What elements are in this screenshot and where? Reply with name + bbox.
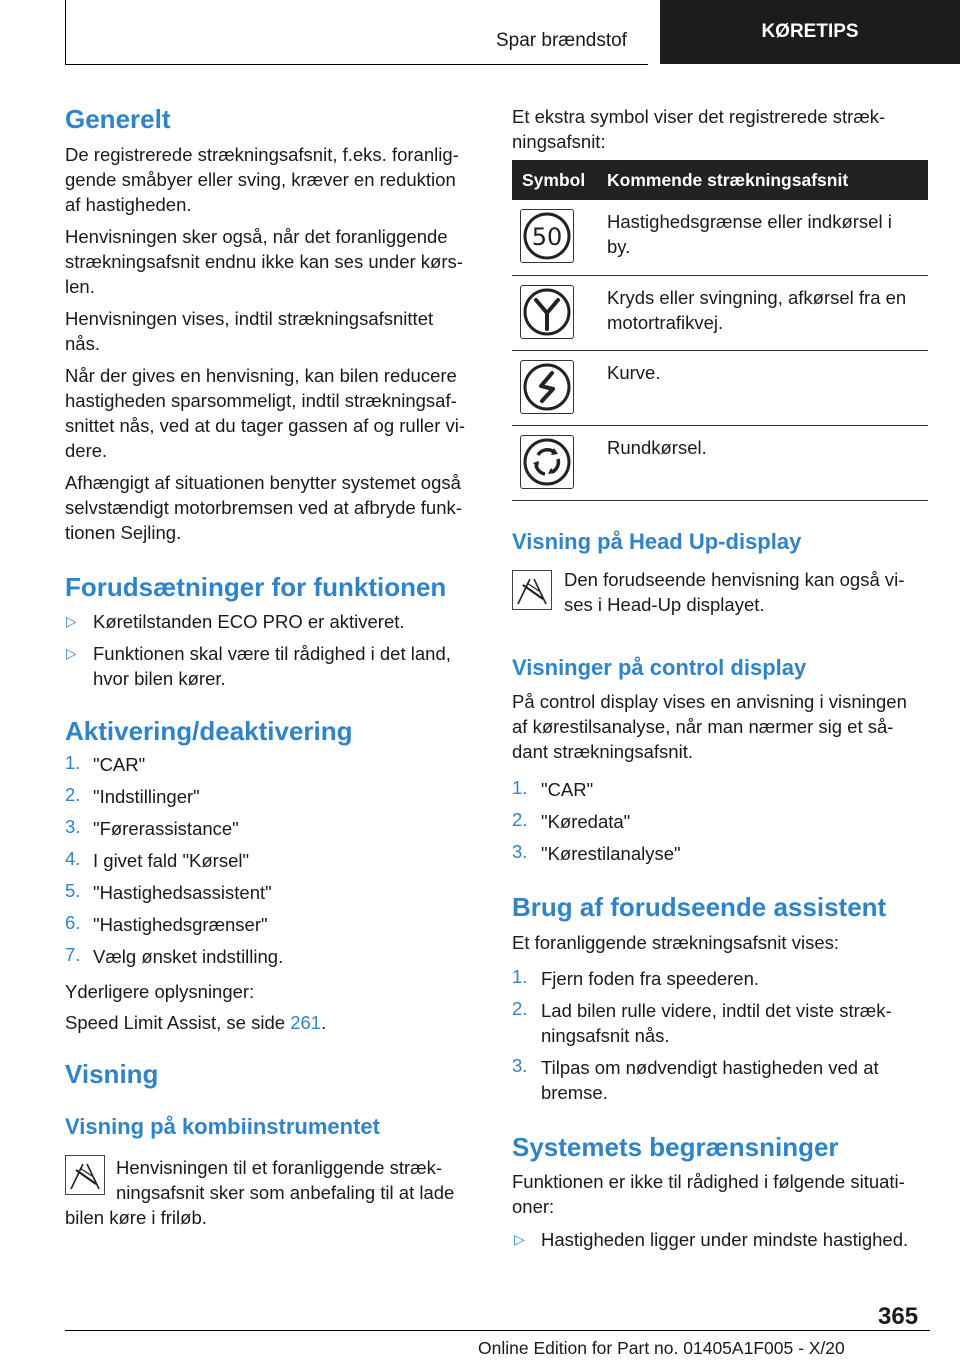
generelt-line: af hastigheden. (65, 194, 192, 215)
speed-limit-50-icon (520, 209, 574, 263)
step-number: 6. (65, 912, 81, 933)
hud-road-icon (65, 1155, 105, 1195)
generelt-line: Henvisningen vises, indtil strækningsafsnittet (65, 308, 434, 329)
speed-limit-period: . (321, 1012, 327, 1033)
step-text: "CAR" (93, 754, 146, 775)
step-number: 2. (65, 784, 81, 805)
sys-line: oner: (512, 1196, 555, 1217)
sys-line: Funktionen er ikke til rådighed i følgende situati- (512, 1171, 905, 1192)
step-text: Fjern foden fra speederen. (541, 968, 760, 989)
hud-line: Den forudseende henvisning kan også vi- (564, 569, 905, 590)
step-number: 1. (65, 752, 81, 773)
curve-icon (520, 360, 574, 414)
step-text: I givet fald "Kørsel" (93, 850, 250, 871)
hud-road-icon (512, 570, 552, 610)
step-number: 1. (512, 777, 528, 798)
table-row-2-text (607, 285, 917, 335)
forudsaetning-item: Køretilstanden ECO PRO er aktiveret. (93, 611, 405, 632)
step-number: 7. (65, 944, 81, 965)
footer-edition: Online Edition for Part no. 01405A1F005 - X/20 (478, 1338, 845, 1358)
cd-line: af kørestilsanalyse, når man nærmer sig et så- (512, 716, 894, 737)
page-number: 365 (878, 1303, 919, 1330)
step-text: Lad bilen rulle videre, indtil det viste stræk- (541, 1000, 892, 1021)
table-row-3-text (607, 360, 917, 385)
generelt-line: Henvisningen sker også, når det foranliggende (65, 226, 448, 247)
kombi-line: Henvisningen til et foranliggende stræk- (116, 1157, 442, 1178)
table-row-1-text (607, 209, 917, 259)
table-row-divider (512, 425, 928, 426)
speed-limit-text: Speed Limit Assist, se side (65, 1012, 291, 1033)
heading-begraensninger: Systemets begrænsninger (512, 1132, 839, 1162)
step-text: Vælg ønsket indstilling. (93, 946, 284, 967)
hud-line: ses i Head-Up displayet. (564, 594, 765, 615)
brug-intro: Et foranliggende strækningsafsnit vises: (512, 932, 840, 953)
heading-forudsaetninger: Forudsætninger for funktionen (65, 572, 447, 602)
forudsaetning-item: hvor bilen kører. (93, 668, 226, 689)
heading-head-up-display: Visning på Head Up-display (512, 529, 802, 554)
generelt-line: Når der gives en henvisning, kan bilen reducere (65, 365, 457, 386)
step-number: 3. (512, 841, 528, 862)
step-text: "Indstillinger" (93, 786, 200, 807)
step-number: 1. (512, 966, 528, 987)
table-row-divider (512, 350, 928, 351)
footer-rule (65, 1330, 930, 1331)
heading-aktivering: Aktivering/deaktivering (65, 716, 353, 746)
junction-icon (520, 285, 574, 339)
table-row-4-text (607, 435, 917, 460)
roundabout-icon (520, 435, 574, 489)
heading-visning: Visning (65, 1059, 159, 1089)
generelt-line: selvstændigt motorbremsen ved at afbryde funk- (65, 497, 462, 518)
row-1-line-2: by. (607, 236, 631, 257)
intro-line: Et ekstra symbol viser det registrerede stræk- (512, 106, 886, 127)
step-text: "CAR" (541, 779, 594, 800)
generelt-line: gende småbyer eller sving, kræver en reduktion (65, 169, 456, 190)
generelt-line: De registrerede strækningsafsnit, f.eks. foranlig- (65, 144, 459, 165)
heading-kombiinstrument: Visning på kombiinstrumentet (65, 1114, 380, 1139)
generelt-line: nås. (65, 333, 100, 354)
generelt-line: len. (65, 276, 95, 297)
table-row-divider (512, 275, 928, 276)
step-number: 4. (65, 848, 81, 869)
step-text: "Hastighedsassistent" (93, 882, 272, 903)
generelt-line: Afhængigt af situationen benytter systemet også (65, 472, 461, 493)
row-1-line-1: Hastighedsgrænse eller indkørsel i (607, 211, 892, 232)
cd-line: dant strækningsafsnit. (512, 741, 693, 762)
table-row-divider (512, 500, 928, 501)
row-3-line-1: Kurve. (607, 362, 661, 383)
generelt-line: strækningsafsnit endnu ikke kan ses under kørs- (65, 251, 463, 272)
table-header-section: Kommende strækningsafsnit (597, 160, 928, 200)
step-number: 2. (512, 998, 528, 1019)
more-info-label: Yderligere oplysninger: (65, 981, 255, 1002)
heading-control-display: Visninger på control display (512, 655, 807, 680)
step-text: "Kørestilanalyse" (541, 843, 681, 864)
step-text: "Køredata" (541, 811, 631, 832)
speed-limit-reference (65, 1010, 326, 1035)
header-chapter-tab: KØRETIPS (660, 0, 960, 64)
step-number: 3. (512, 1055, 528, 1076)
heading-generelt: Generelt (65, 104, 171, 134)
header-section-title: Spar brændstof (496, 30, 627, 51)
kombi-line: bilen køre i friløb. (65, 1207, 207, 1228)
forudsaetning-item: Funktionen skal være til rådighed i det land, (93, 643, 451, 664)
speed-limit-50-text: 50 (531, 223, 563, 251)
step-number: 3. (65, 816, 81, 837)
intro-line: ningsafsnit: (512, 131, 606, 152)
generelt-line: snittet nås, ved at du tager gassen af og ruller vi- (65, 415, 466, 436)
bullet-triangle-icon: ▷ (514, 1231, 525, 1247)
header-rule-left (65, 0, 66, 64)
bullet-triangle-icon: ▷ (66, 645, 77, 661)
header-rule-bottom (65, 64, 648, 65)
page-link-261[interactable]: 261 (290, 1012, 322, 1033)
step-text: Tilpas om nødvendigt hastigheden ved at (541, 1057, 879, 1078)
bullet-triangle-icon: ▷ (66, 613, 77, 629)
limitation-item: Hastigheden ligger under mindste hastighed. (541, 1229, 909, 1250)
step-text: bremse. (541, 1082, 608, 1103)
generelt-line: dere. (65, 440, 108, 461)
heading-brug-assistent: Brug af forudseende assistent (512, 892, 887, 922)
step-text: "Førerassistance" (93, 818, 239, 839)
kombi-line: ningsafsnit sker som anbefaling til at lade (116, 1182, 455, 1203)
table-header-symbol: Symbol (512, 160, 597, 200)
row-2-line-1: Kryds eller svingning, afkørsel fra en (607, 287, 907, 308)
row-2-line-2: motortrafikvej. (607, 312, 724, 333)
cd-line: På control display vises en anvisning i visningen (512, 691, 907, 712)
generelt-line: hastigheden sparsommeligt, indtil strækningsaf- (65, 390, 457, 411)
step-number: 2. (512, 809, 528, 830)
step-text: "Hastighedsgrænser" (93, 914, 268, 935)
row-4-line-1: Rundkørsel. (607, 437, 707, 458)
generelt-line: tionen Sejling. (65, 522, 182, 543)
step-number: 5. (65, 880, 81, 901)
step-text: ningsafsnit nås. (541, 1025, 670, 1046)
